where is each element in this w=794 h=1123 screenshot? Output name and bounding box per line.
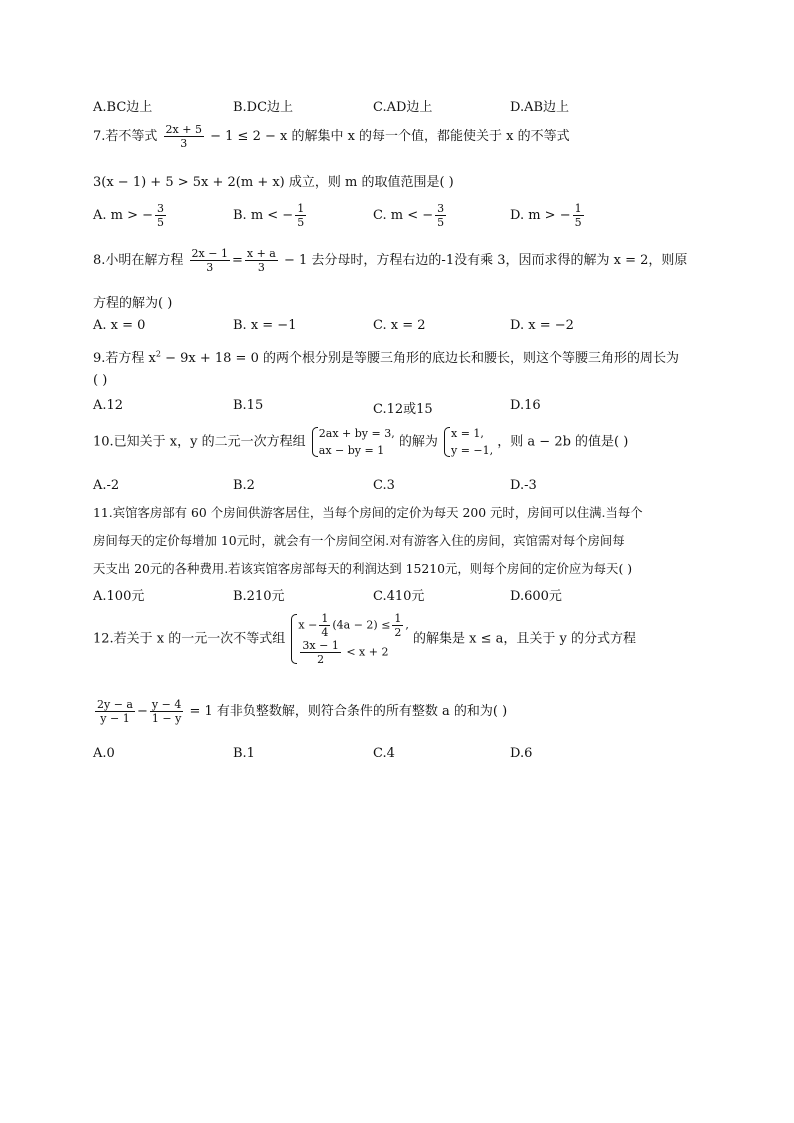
q12-options: [93, 746, 693, 766]
q8-option-b: B. x = −1: [233, 318, 297, 333]
q10-stem: 10.已知关于 x，y 的二元一次方程组 2ax + by = 3, ax − by = 1 的解为 x = 1, y = −1, ，则 a − 2b 的值是( ): [93, 427, 629, 457]
q11-options: [93, 585, 693, 605]
q7-option-d: D. m > − $\frac{1}{5}$: [510, 202, 582, 229]
q6-option-b: B.DC边上: [233, 100, 294, 115]
q12-option-c: C.4: [373, 746, 395, 761]
q8-option-c: C. x = 2: [373, 318, 426, 333]
q11-option-d: D.600元: [510, 589, 562, 604]
q10-solution-system: x = 1, y = −1,: [442, 425, 493, 459]
q8-options: [93, 318, 693, 338]
q11-stem-line3: 天支出 20元的各种费用.若该宾馆客房部每天的利润达到 15210元，则每个房间的定价应为每天( ): [93, 561, 633, 576]
q9-option-d: D.16: [510, 398, 541, 413]
q6-options: [93, 96, 693, 116]
q9-option-a: A.12: [93, 398, 124, 413]
q8-stem-line2: 方程的解为( ): [93, 296, 173, 311]
q12-fraction-2: $\frac{y - 4}{1 - y}$: [151, 698, 182, 725]
q11-stem-line2: 房间每天的定价每增加 10元时，就会有一个房间空闲.对有游客入住的房间，宾馆需对每个房间每: [93, 533, 625, 548]
q10-option-a: A.-2: [93, 478, 120, 493]
q9-option-c: C.12或15: [373, 402, 433, 417]
q7-stem-line2: 3(x − 1) + 5 > 5x + 2(m + x) 成立，则 m 的取值范围是( ): [93, 175, 454, 190]
q9-option-b: B.15: [233, 398, 264, 413]
q6-option-c: C.AD边上: [373, 100, 433, 115]
q11-option-b: B.210元: [233, 589, 285, 604]
q6-option-d: D.AB边上: [510, 100, 570, 115]
q9-stem-line1: 9.若方程 $x^2 - 9x + 18 = 0$ 的两个根分别是等腰三角形的底边长和腰长，则这个等腰三角形的周长为: [93, 349, 679, 366]
q7-option-c: C. m < − $\frac{3}{5}$: [373, 202, 445, 229]
q7-option-a: A. m > − $\frac{3}{5}$: [93, 202, 165, 229]
q10-equation-system: 2ax + by = 3, ax − by = 1: [310, 425, 395, 459]
q11-stem-line1: 11.宾馆客房部有 60 个房间供游客居住，当每个房间的定价为每天 200 元时，房间可以住满.当每个: [93, 505, 643, 520]
q8-fraction-left: $\frac{2x - 1}{3}$: [191, 247, 228, 274]
q8-option-d: D. x = −2: [510, 318, 574, 333]
q12-stem-line1: 12.若关于 x 的一元一次不等式组 x − $\frac{1}{4}$ (4a − 2) ≤ $\frac{1}{2}$ , $\frac{3x - 1}{2}$ < x + 2 的解集是 x ≤ a，且关于 y 的分式方程: [93, 612, 637, 666]
q8-stem-line1: 8.小明在解方程 $\frac{2x - 1}{3}$ = $\frac{x + a}{3}$ − 1 去分母时，方程右边的-1没有乘 3，因而求得的解为 x = 2，则原: [93, 247, 688, 274]
q7-fraction: $\frac{2x + 5}{3}$: [165, 123, 202, 150]
q10-option-c: C.3: [373, 478, 395, 493]
q9-options: [93, 398, 693, 418]
q6-option-a: A.BC边上: [93, 100, 153, 115]
q10-option-d: D.-3: [510, 478, 537, 493]
q10-options: [93, 478, 693, 498]
q9-stem-line2: ( ): [93, 373, 108, 388]
q12-option-d: D.6: [510, 746, 533, 761]
q12-inequality-system: x − $\frac{1}{4}$ (4a − 2) ≤ $\frac{1}{2}$ , $\frac{3x - 1}{2}$ < x + 2: [289, 612, 408, 666]
q8-fraction-right: $\frac{x + a}{3}$: [246, 247, 276, 274]
q12-option-b: B.1: [233, 746, 255, 761]
q12-stem-line2: $\frac{2y - a}{y - 1}$ − $\frac{y - 4}{1 - y}$ = 1 有非负整数解，则符合条件的所有整数 a 的和为( ): [97, 698, 508, 725]
q10-option-b: B.2: [233, 478, 255, 493]
q7-options: [93, 202, 693, 234]
q7-stem-line1: 7.若不等式 $\frac{2x + 5}{3}$ − 1 ≤ 2 − x 的解集中 x 的每一个值，都能使关于 x 的不等式: [93, 123, 570, 150]
q11-option-a: A.100元: [93, 589, 145, 604]
q8-option-a: A. x = 0: [93, 318, 146, 333]
q7-option-b: B. m < − $\frac{1}{5}$: [233, 202, 305, 229]
q11-option-c: C.410元: [373, 589, 425, 604]
q12-fraction-1: $\frac{2y - a}{y - 1}$: [97, 698, 133, 725]
q12-option-a: A.0: [93, 746, 115, 761]
